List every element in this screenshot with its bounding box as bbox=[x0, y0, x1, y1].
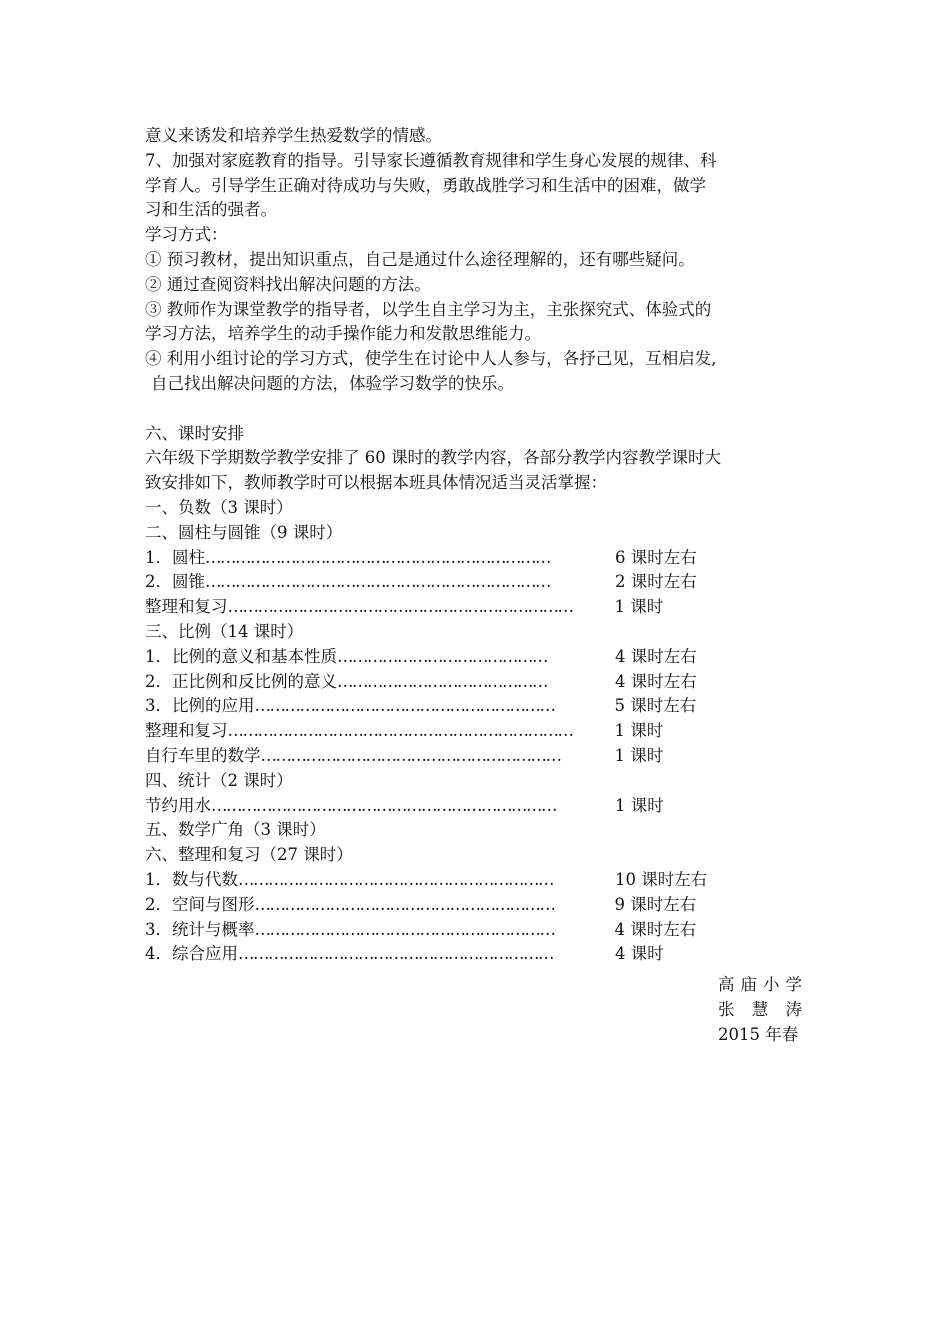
method-item-2: ② 通过查阅资料找出解决问题的方法。 bbox=[145, 274, 431, 294]
toc-entry-hours: 9 课时左右 bbox=[614, 894, 697, 914]
school-name: 高庙小学 bbox=[718, 975, 808, 994]
toc-leader-dots: ……………………………………………………… bbox=[238, 869, 553, 889]
toc-entry-label: 整理和复习 bbox=[145, 721, 228, 741]
toc-entry bbox=[145, 670, 825, 695]
toc-entry-label: 4．综合应用 bbox=[145, 944, 238, 964]
toc-entry-hours: 6 课时左右 bbox=[615, 547, 697, 567]
section-heading: 三、比例（14 课时） bbox=[145, 621, 304, 641]
toc-leader-dots: …………………………………………………………… bbox=[205, 572, 550, 592]
toc-leader-dots: …………………………………………………… bbox=[260, 745, 561, 765]
toc-entry-label: 节约用水 bbox=[145, 795, 211, 815]
toc-leader-dots: …………………………………………………………… bbox=[227, 597, 573, 617]
paragraph-line: 习和生活的强者。 bbox=[145, 200, 277, 220]
toc-entry-label: 3．比例的应用 bbox=[145, 696, 255, 716]
toc-entry bbox=[145, 794, 825, 819]
toc-entry-hours: 5 课时左右 bbox=[614, 696, 697, 716]
toc-leader-dots: …………………………………………………… bbox=[254, 696, 555, 716]
paragraph-line: 7、加强对家庭教育的指导。引导家长遵循教育规律和学生身心发展的规律、科 bbox=[145, 150, 717, 170]
toc-entry-label: 1．数与代数 bbox=[145, 869, 238, 889]
section-heading: 四、统计（2 课时） bbox=[145, 770, 293, 790]
schedule-intro: 六年级下学期数学教学安排了 60 课时的教学内容，各部分教学内容教学课时大 bbox=[145, 448, 721, 468]
toc-entry-hours: 4 课时左右 bbox=[615, 646, 697, 666]
toc-entry bbox=[145, 918, 825, 943]
toc-entry bbox=[145, 694, 825, 719]
toc-entry-hours: 1 课时 bbox=[614, 597, 664, 617]
method-item-4-cont: 自己找出解决问题的方法，体验学习数学的快乐。 bbox=[151, 373, 514, 393]
method-item-3: ③ 教师作为课堂教学的指导者，以学生自主学习为主，主张探究式、体验式的 bbox=[145, 299, 712, 319]
learning-methods-title: 学习方式： bbox=[145, 225, 228, 245]
toc-list bbox=[145, 794, 825, 819]
method-item-4: ④ 利用小组讨论的学习方式，使学生在讨论中人人参与，各抒己见，互相启发, bbox=[145, 349, 717, 369]
toc-leader-dots: …………………………………………………… bbox=[254, 919, 555, 939]
toc-entry bbox=[145, 893, 825, 918]
toc-entry bbox=[145, 546, 825, 571]
toc-entry-hours: 4 课时 bbox=[615, 944, 664, 964]
toc-leader-dots: …………………………………………………………… bbox=[227, 721, 573, 741]
toc-entry-label: 2．空间与图形 bbox=[145, 894, 255, 914]
toc-leader-dots: …………………………………………………………… bbox=[211, 795, 556, 815]
toc-list bbox=[145, 546, 825, 620]
date-text: 2015 年春 bbox=[718, 1025, 799, 1044]
toc-entry bbox=[145, 868, 825, 893]
document-body bbox=[145, 124, 825, 967]
toc-list bbox=[145, 868, 825, 967]
paragraph-line: 意义来诱发和培养学生热爱数学的情感。 bbox=[145, 126, 442, 145]
signature-block bbox=[718, 972, 813, 1047]
toc-entry bbox=[145, 570, 825, 595]
toc-entry-label: 自行车里的数学 bbox=[145, 745, 261, 765]
toc-entry-label: 1．比例的意义和基本性质 bbox=[145, 646, 337, 666]
method-item-1: ① 预习教材，提出知识重点，自己是通过什么途径理解的，还有哪些疑问。 bbox=[145, 249, 695, 269]
toc-entry-hours: 10 课时左右 bbox=[615, 869, 708, 889]
section-heading: 六、整理和复习（27 课时） bbox=[145, 845, 353, 865]
author-name: 张 慧 涛 bbox=[718, 1000, 808, 1019]
toc-leader-dots: …………………………………………………… bbox=[254, 894, 555, 914]
toc-entry bbox=[145, 942, 825, 967]
section-heading: 五、数学广角（3 课时） bbox=[145, 820, 326, 840]
toc-entry-label: 3．统计与概率 bbox=[145, 919, 255, 939]
toc-entry-hours: 1 课时 bbox=[615, 795, 664, 815]
toc-entry-hours: 1 课时 bbox=[614, 745, 664, 765]
paragraph-line: 学育人。引导学生正确对待成功与失败，勇敢战胜学习和生活中的困难，做学 bbox=[145, 175, 706, 195]
section-heading: 一、负数（3 课时） bbox=[145, 497, 293, 517]
toc-leader-dots: …………………………………… bbox=[337, 646, 547, 666]
toc-entry bbox=[145, 645, 825, 670]
toc-entry-label: 1．圆柱 bbox=[145, 547, 205, 567]
toc-entry bbox=[145, 744, 825, 769]
toc-leader-dots: …………………………………………………………… bbox=[205, 547, 550, 567]
toc-list bbox=[145, 645, 825, 769]
toc-leader-dots: ……………………………………………………… bbox=[238, 944, 553, 964]
method-item-3-cont: 学习方法，培养学生的动手操作能力和发散思维能力。 bbox=[145, 324, 541, 344]
toc-entry-hours: 2 课时左右 bbox=[615, 572, 697, 592]
blank-line bbox=[145, 397, 825, 422]
toc-entry-label: 2．正比例和反比例的意义 bbox=[145, 671, 337, 691]
toc-entry-hours: 4 课时左右 bbox=[615, 671, 697, 691]
toc-entry-hours: 4 课时左右 bbox=[614, 919, 697, 939]
toc-entry-label: 整理和复习 bbox=[145, 597, 228, 617]
toc-entry bbox=[145, 719, 825, 744]
schedule-title: 六、课时安排 bbox=[145, 423, 244, 443]
toc-leader-dots: …………………………………… bbox=[337, 671, 547, 691]
toc-entry-hours: 1 课时 bbox=[614, 721, 664, 741]
toc-entry-label: 2．圆锥 bbox=[145, 572, 205, 592]
schedule-intro-cont: 致安排如下，教师教学时可以根据本班具体情况适当灵活掌握： bbox=[145, 473, 607, 493]
section-heading: 二、圆柱与圆锥（9 课时） bbox=[145, 522, 343, 542]
toc-entry bbox=[145, 595, 825, 620]
